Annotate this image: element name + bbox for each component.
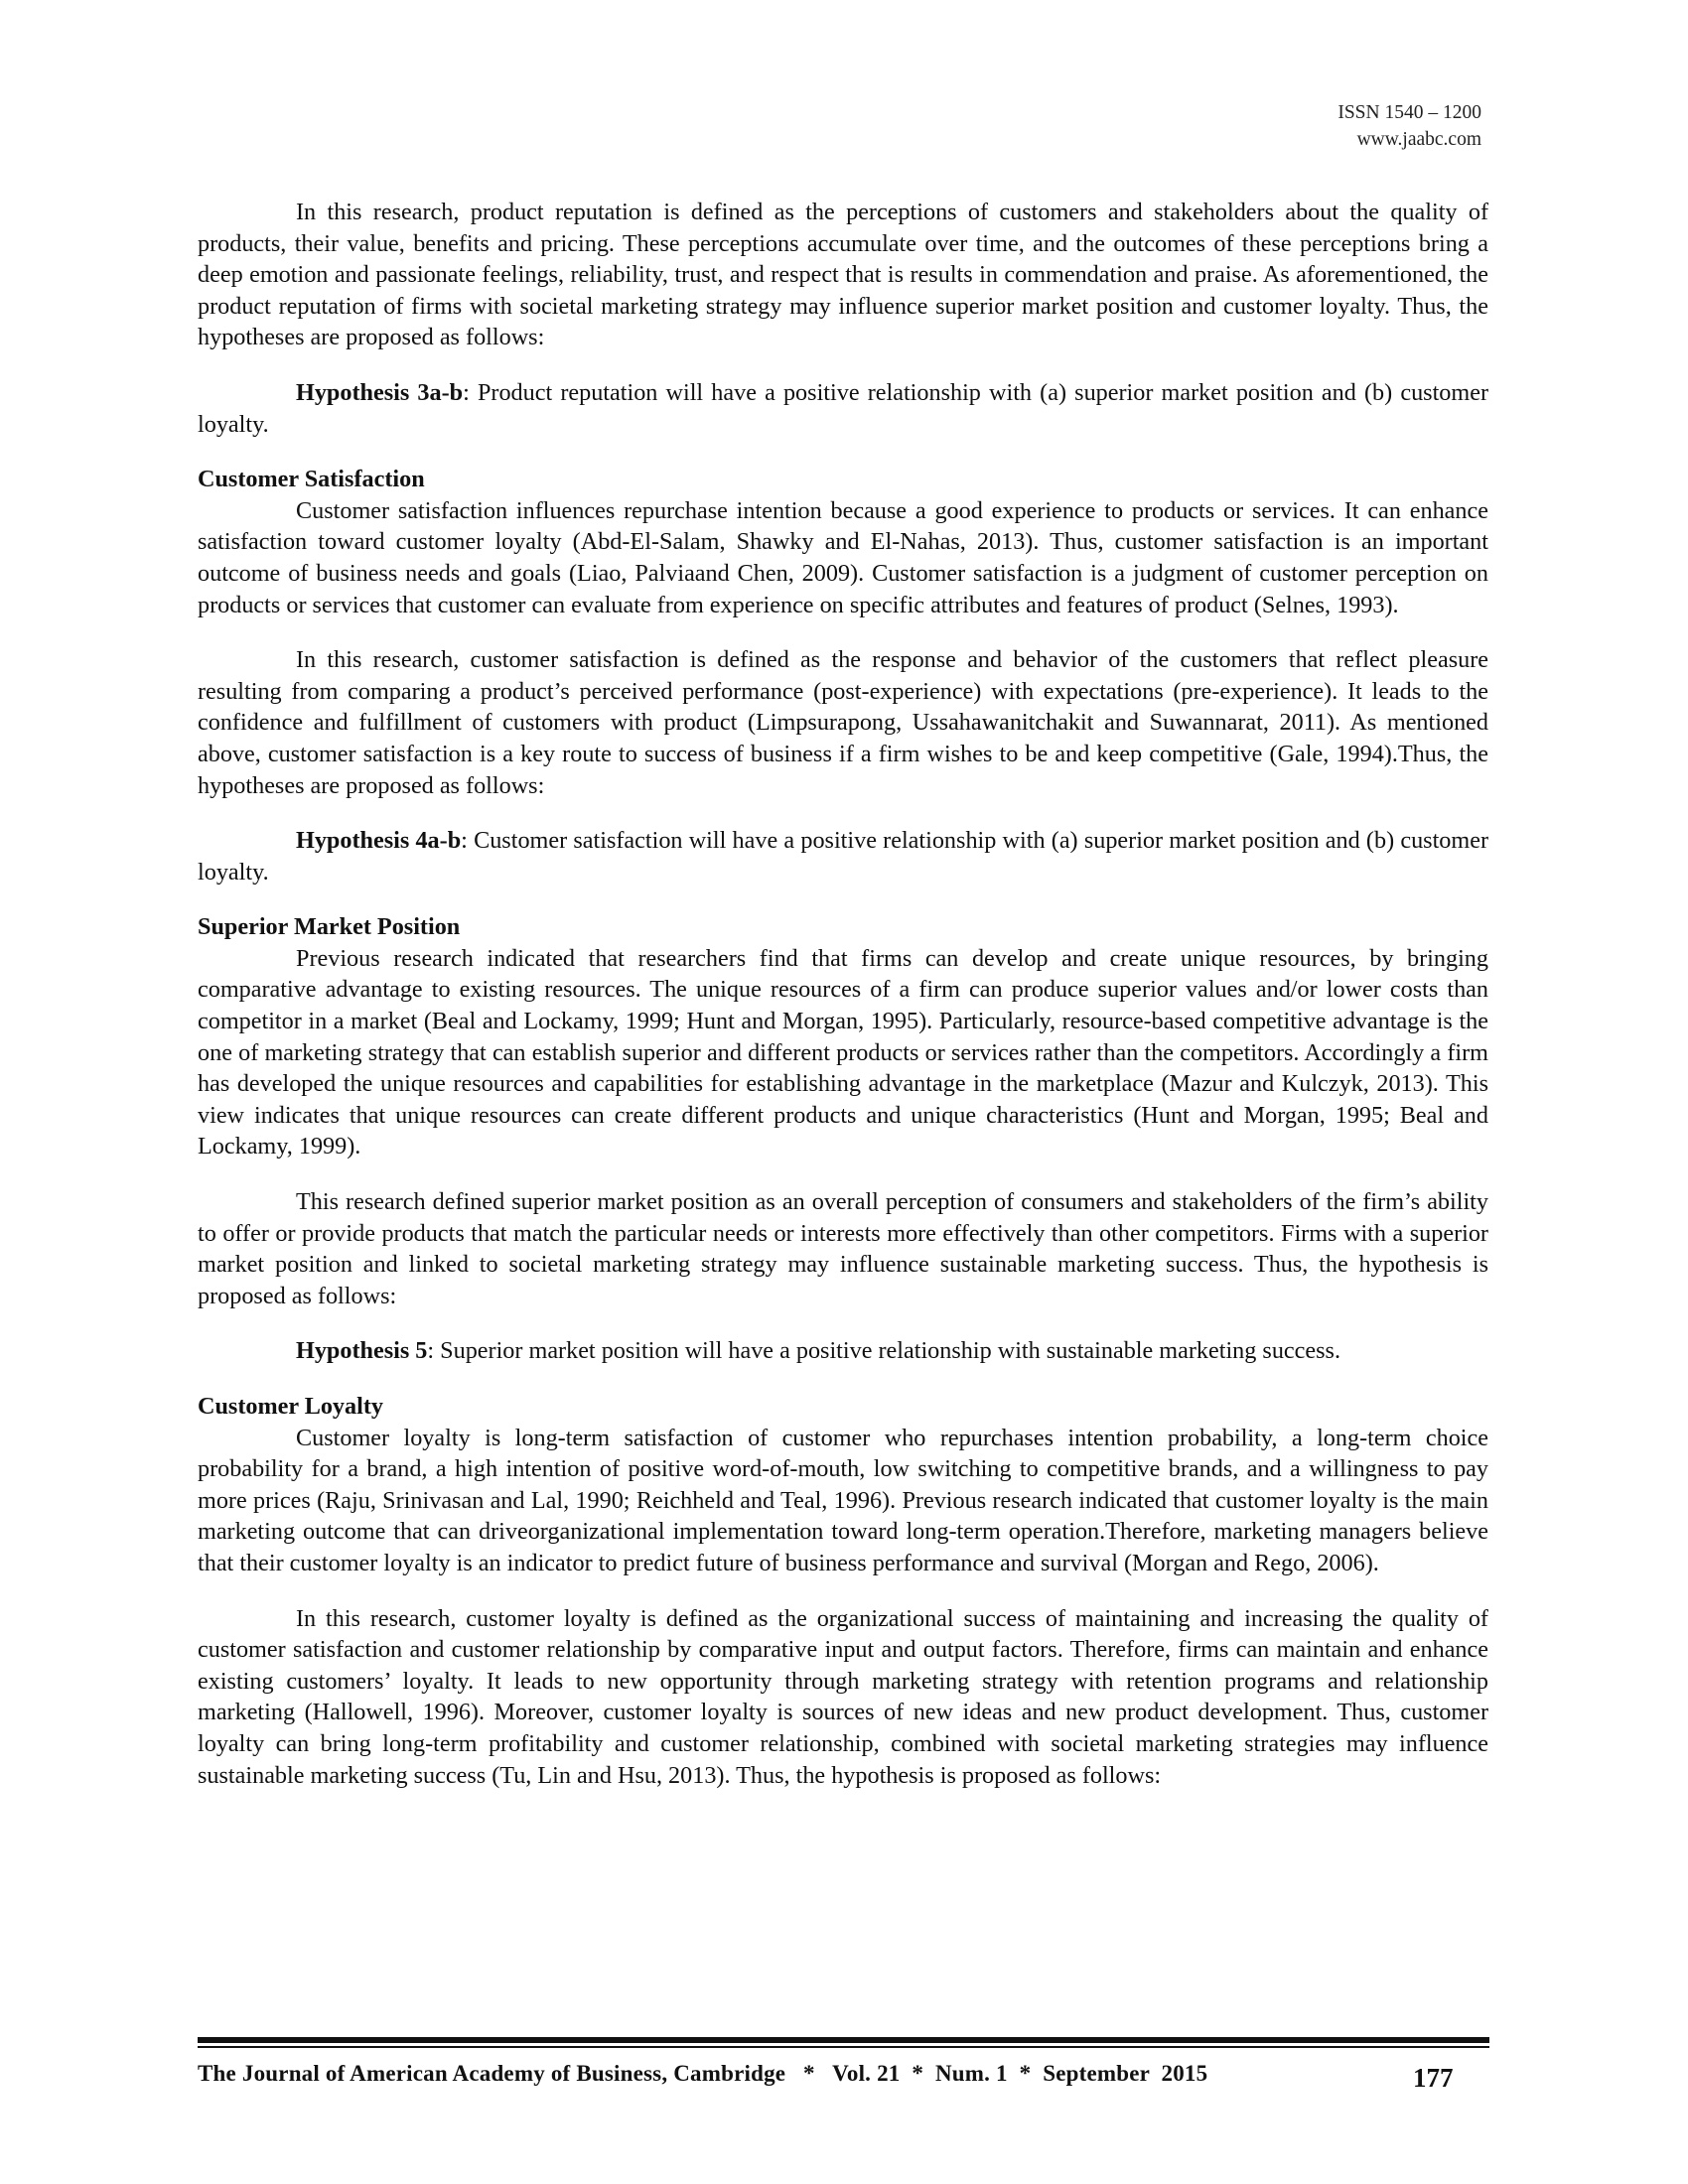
paragraph-market-position-2: This research defined superior market position as an overall perception of consumers and stakeholders of the firm’s ability to offer or provide products that match the particular needs or interests more effectively than other competitors. Firms with a superior market position and linked to societal marketing strategy may influence sustainable marketing success. Thus, the hypothesis is proposed as follows: xyxy=(198,1188,1488,1309)
hypothesis-4-label: Hypothesis 4a-b xyxy=(296,827,462,855)
hypothesis-3 xyxy=(198,377,1488,440)
hypothesis-5-label: Hypothesis 5 xyxy=(296,1337,428,1365)
paragraph-product-reputation: In this research, product reputation is defined as the perceptions of customers and stakeholders about the quality of products, their value, benefits and pricing. These perceptions accumulate over time, and the outcomes of these perceptions bring a deep emotion and passionate feelings, reliability, trust, and respect that is results in commendation and praise. As aforementioned, the product reputation of firms with societal marketing strategy may influence superior market position and customer loyalty. Thus, the hypotheses are proposed as follows: xyxy=(198,199,1488,351)
section-heading-customer-loyalty: Customer Loyalty xyxy=(198,1393,383,1420)
page-footer xyxy=(198,2061,1489,2101)
paragraph-loyalty-2: In this research, customer loyalty is defined as the organizational success of maintaining and increasing the quality of customer satisfaction and customer relationship by comparative input and output factors. Therefore, firms can maintain and enhance existing customers’ loyalty. It leads to new opportunity through marketing strategy with retention programs and relationship marketing (Hallowell, 1996). Moreover, customer loyalty is sources of new ideas and new product development. Thus, customer loyalty can bring long-term profitability and customer relationship, combined with societal marketing strategies may influence sustainable marketing success (Tu, Lin and Hsu, 2013). Thus, the hypothesis is proposed as follows: xyxy=(198,1604,1488,1789)
journal-citation: The Journal of American Academy of Business, Cambridge * Vol. 21 * Num. 1 * September 2015 xyxy=(198,2061,1208,2086)
hypothesis-4-text: : Customer satisfaction will have a positive relationship with (a) superior market position and (b) customer loyalty. xyxy=(198,827,1489,886)
paragraph-satisfaction-2: In this research, customer satisfaction is defined as the response and behavior of the customers that reflect pleasure resulting from comparing a product’s perceived performance (post-experience) with expectations (pre-experience). It leads to the confidence and fulfillment of customers with product (Limpsurapong, Ussahawanitchakit and Suwannarat, 2011). As mentioned above, customer satisfaction is a key route to success of business if a firm wishes to be and keep competitive (Gale, 1994).Thus, the hypotheses are proposed as follows: xyxy=(198,646,1488,799)
paragraph-market-position-1: Previous research indicated that researchers find that firms can develop and create unique resources, by bringing comparative advantage to existing resources. The unique resources of a firm can produce superior values and/or lower costs than competitor in a market (Beal and Lockamy, 1999; Hunt and Morgan, 1995). Particularly, resource-based competitive advantage is the one of marketing strategy that can establish superior and different products or services rather than the competitors. Accordingly a firm has developed the unique resources and capabilities for establishing advantage in the marketplace (Mazur and Kulczyk, 2013). This view indicates that unique resources can create different products and unique characteristics (Hunt and Morgan, 1995; Beal and Lockamy, 1999). xyxy=(198,944,1488,1160)
hypothesis-5 xyxy=(198,1335,1488,1367)
footer-rule-thick xyxy=(198,2037,1489,2043)
footer-rule-thin xyxy=(198,2046,1489,2048)
hypothesis-3-text: : Product reputation will have a positive relationship with (a) superior market position and (b) customer loyalty. xyxy=(198,378,1488,438)
hypothesis-3-label: Hypothesis 3a-b xyxy=(296,378,464,406)
section-heading-customer-satisfaction: Customer Satisfaction xyxy=(198,466,425,493)
paragraph-satisfaction-1: Customer satisfaction influences repurchase intention because a good experience to products or services. It can enhance satisfaction toward customer loyalty (Abd-El-Salam, Shawky and El-Nahas, 2013). Thus, customer satisfaction is an important outcome of business needs and goals (Liao, Palviaand Chen, 2009). Customer satisfaction is a judgment of customer perception on products or services that customer can evaluate from experience on specific attributes and features of product (Selnes, 1993). xyxy=(198,496,1488,618)
page-header xyxy=(1337,99,1481,153)
hypothesis-4 xyxy=(198,825,1488,887)
issn-label: ISSN 1540 – 1200 xyxy=(1337,102,1481,123)
journal-url: www.jaabc.com xyxy=(1356,129,1481,150)
article-body xyxy=(198,197,1488,1815)
hypothesis-5-text: : Superior market position will have a positive relationship with sustainable marketing success. xyxy=(427,1337,1340,1365)
page-number: 177 xyxy=(1413,2063,1454,2093)
paragraph-loyalty-1: Customer loyalty is long-term satisfaction of customer who repurchases intention probability, a long-term choice probability for a brand, a high intention of positive word-of-mouth, low switching to competitive brands, and a willingness to pay more prices (Raju, Srinivasan and Lal, 1990; Reichheld and Teal, 1996). Previous research indicated that customer loyalty is the main marketing outcome that can driveorganizational implementation toward long-term operation.Therefore, marketing managers believe that their customer loyalty is an indicator to predict future of business performance and survival (Morgan and Rego, 2006). xyxy=(198,1424,1488,1576)
section-heading-superior-market-position: Superior Market Position xyxy=(198,913,461,941)
